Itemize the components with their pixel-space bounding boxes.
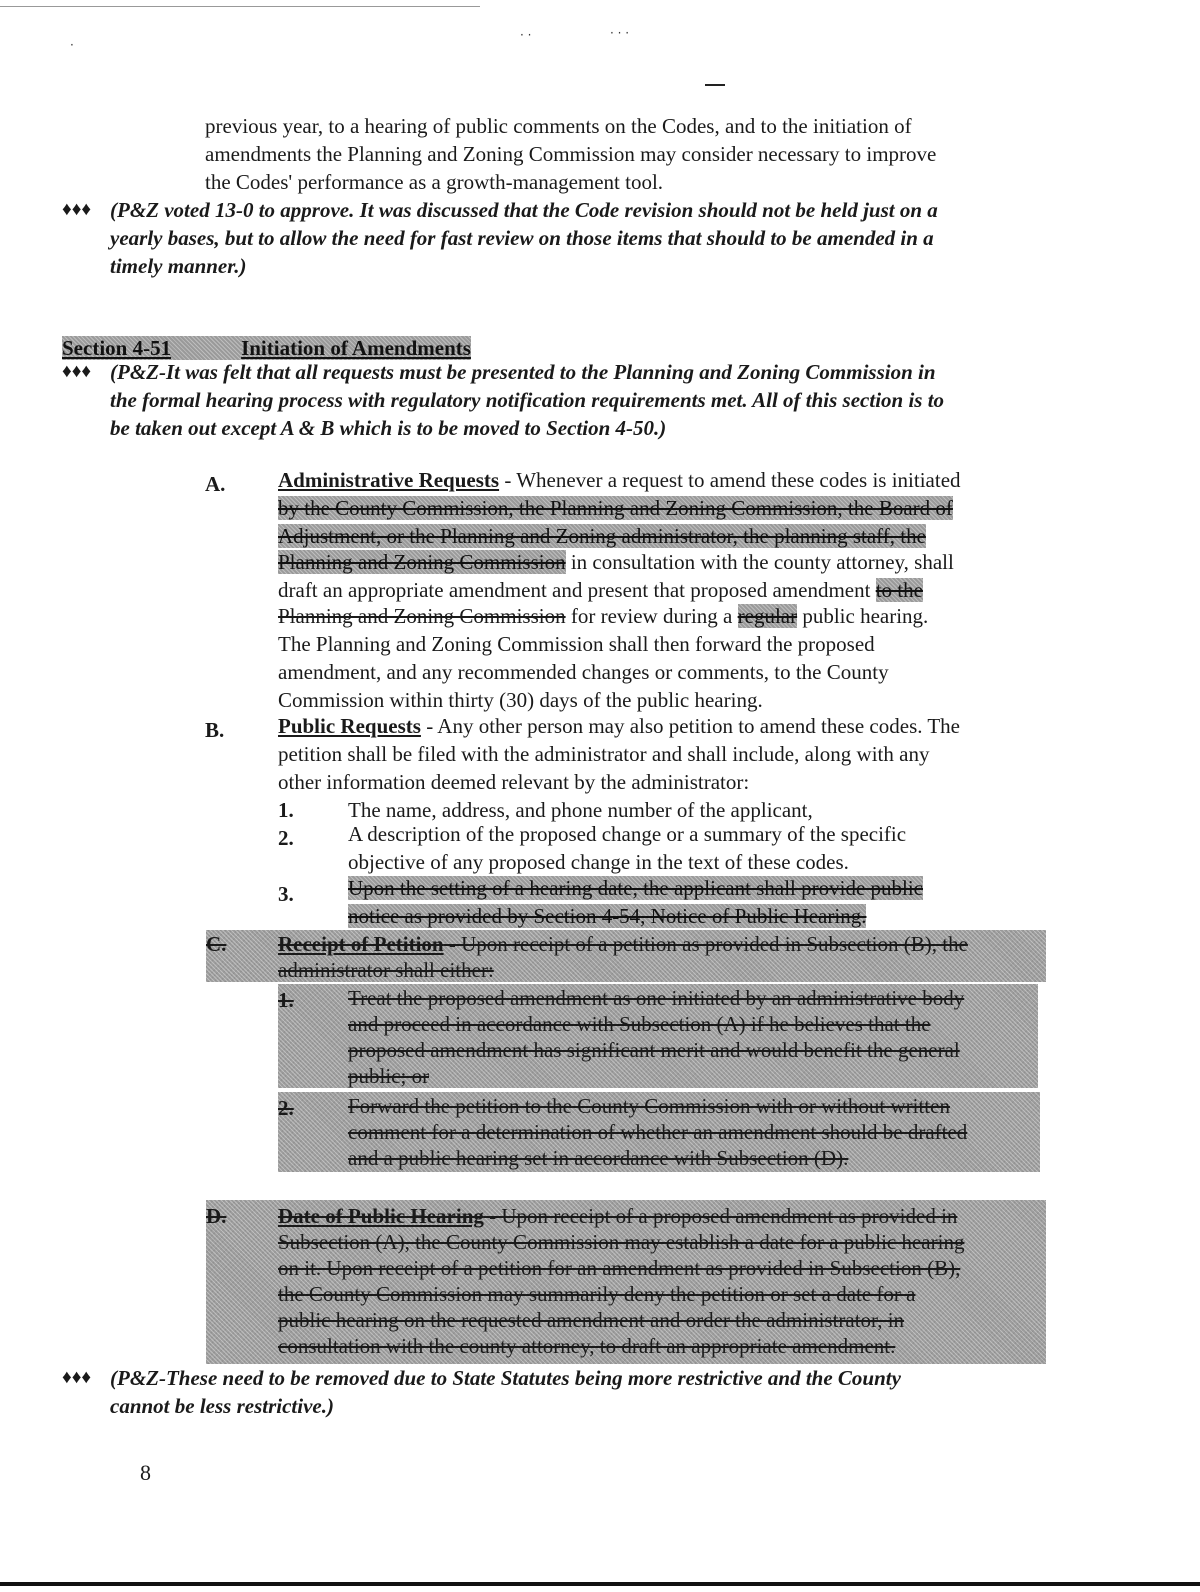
committee-note-1: [62, 196, 1062, 280]
note-line: (P&Z-It was felt that all requests must be presented to the Planning and Zoning Commission in: [110, 360, 936, 384]
subitem-line: public; or: [348, 1064, 430, 1088]
subitem-line: and a public hearing set in accordance with Subsection (D).: [348, 1146, 849, 1170]
scan-speck: ·: [70, 38, 74, 52]
subitem-number: 1.: [278, 798, 294, 822]
item-c-line-1: Receipt of Petition - Upon receipt of a petition as provided in Subsection (B), the: [278, 932, 968, 956]
item-b-line-2: petition shall be filed with the administrator and shall include, along with any: [278, 742, 930, 766]
subitem-line: proposed amendment has significant merit and would benefit the general: [348, 1038, 960, 1062]
intro-line-1: previous year, to a hearing of public comments on the Codes, and to the initiation of: [205, 114, 912, 138]
item-d-line: consultation with the county attorney, to draft an appropriate amendment.: [278, 1334, 896, 1358]
scan-edge-line: [0, 6, 480, 7]
item-b-letter: B.: [205, 718, 225, 742]
subitem-line: objective of any proposed change in the text of these codes.: [348, 850, 849, 874]
subitem-line: Treat the proposed amendment as one initiated by an administrative body: [348, 986, 965, 1010]
scan-speck: [705, 84, 725, 86]
item-a-line-6: Planning and Zoning Commission for review during a regular public hearing.: [278, 604, 929, 628]
subitem-line: comment for a determination of whether an amendment should be drafted: [348, 1120, 968, 1144]
subitem-number: 2.: [278, 826, 294, 850]
subitem-number: 1.: [278, 988, 294, 1012]
subitem-line: Forward the petition to the County Commission with or without written: [348, 1094, 950, 1118]
note-line: (P&Z voted 13-0 to approve. It was discussed that the Code revision should not be held just on a: [110, 198, 938, 222]
scan-speck: · · ·: [610, 26, 630, 40]
note-line: the formal hearing process with regulatory notification requirements met. All of this section is to: [110, 388, 945, 412]
committee-note-2: [62, 358, 1062, 442]
item-a-letter: A.: [205, 472, 226, 496]
item-b-heading: Public Requests: [278, 714, 421, 738]
note-line: (P&Z-These need to be removed due to State Statutes being more restrictive and the County: [110, 1366, 901, 1390]
item-a-line-8: amendment, and any recommended changes or comments, to the County: [278, 660, 889, 684]
item-b-line-1: Public Requests - Any other person may also petition to amend these codes. The: [278, 714, 961, 738]
item-a-line-5: draft an appropriate amendment and present that proposed amendment to the: [278, 578, 923, 602]
subitem-line: and proceed in accordance with Subsection (A) if he believes that the: [348, 1012, 931, 1036]
item-a-line-3: Adjustment, or the Planning and Zoning administrator, the planning staff, the: [278, 524, 926, 548]
item-d-line: Subsection (A), the County Commission may establish a date for a public hearing: [278, 1230, 965, 1254]
item-a-line-4: Planning and Zoning Commission in consultation with the county attorney, shall: [278, 550, 954, 574]
item-d-line: public hearing on the requested amendment and order the administrator, in: [278, 1308, 905, 1332]
section-title: Initiation of Amendments: [241, 336, 471, 360]
note-line: yearly bases, but to allow the need for fast review on those items that should to be amended in a: [110, 226, 934, 250]
item-a-line-2: by the County Commission, the Planning and Zoning Commission, the Board of: [278, 496, 953, 520]
item-d-letter: D.: [206, 1204, 227, 1228]
item-d-line: on it. Upon receipt of a petition for an amendment as provided in Subsection (B),: [278, 1256, 961, 1280]
item-a-line-7: The Planning and Zoning Commission shall then forward the proposed: [278, 632, 875, 656]
subitem-line: Upon the setting of a hearing date, the applicant shall provide public: [348, 876, 923, 900]
diamond-bullet-icon: ♦♦♦: [62, 361, 92, 382]
subitem-number: 2.: [278, 1096, 294, 1120]
subitem-line: A description of the proposed change or a summary of the specific: [348, 822, 907, 846]
item-a-heading: Administrative Requests: [278, 468, 500, 492]
item-c-letter: C.: [206, 932, 227, 956]
item-a-line-1: Administrative Requests - Whenever a request to amend these codes is initiated: [278, 468, 961, 492]
item-d-line: the County Commission may summarily deny the petition or set a date for a: [278, 1282, 916, 1306]
scan-speck: · ·: [520, 28, 532, 42]
subitem-number: 3.: [278, 882, 294, 906]
intro-line-2: amendments the Planning and Zoning Commission may consider necessary to improve: [205, 142, 937, 166]
item-d-line-1: Date of Public Hearing - Upon receipt of a proposed amendment as provided in: [278, 1204, 958, 1228]
diamond-bullet-icon: ♦♦♦: [62, 199, 92, 220]
intro-line-3: the Codes' performance as a growth-management tool.: [205, 170, 664, 194]
page-number: 8: [140, 1460, 151, 1485]
item-d-heading: Date of Public Hearing: [278, 1204, 484, 1228]
item-c-heading: Receipt of Petition: [278, 932, 444, 956]
subitem-line: notice as provided by Section 4-54, Notice of Public Hearing.: [348, 904, 867, 928]
committee-note-3: [62, 1364, 1062, 1420]
note-line: cannot be less restrictive.): [110, 1394, 334, 1418]
note-line: be taken out except A & B which is to be moved to Section 4-50.): [110, 416, 667, 440]
section-number: Section 4-51: [62, 336, 241, 360]
note-line: timely manner.): [110, 254, 247, 278]
scan-edge-line: [0, 1582, 1200, 1586]
item-c-line-2: administrator shall either:: [278, 958, 494, 982]
item-a-line-9: Commission within thirty (30) days of the public hearing.: [278, 688, 763, 712]
subitem-line: The name, address, and phone number of the applicant,: [348, 798, 813, 822]
diamond-bullet-icon: ♦♦♦: [62, 1367, 92, 1388]
item-b-line-3: other information deemed relevant by the administrator:: [278, 770, 750, 794]
